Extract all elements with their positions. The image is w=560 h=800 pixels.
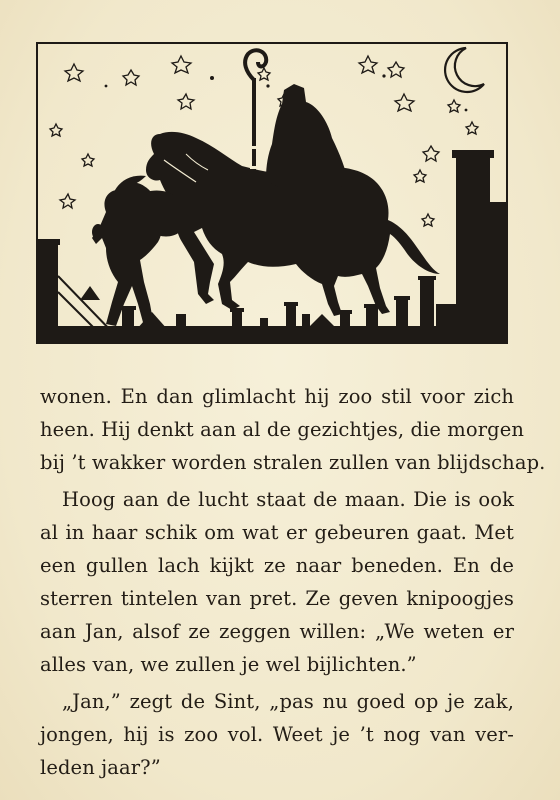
star-icon xyxy=(178,94,194,109)
paragraph-1 xyxy=(40,380,546,479)
star-icon xyxy=(422,214,434,226)
star-icon xyxy=(60,194,75,208)
story-text xyxy=(40,380,546,784)
star-icon xyxy=(172,56,191,73)
star-icon xyxy=(466,122,478,134)
star-icon xyxy=(258,68,270,80)
star-icon xyxy=(388,62,404,77)
star-icon xyxy=(82,154,94,166)
star-icon xyxy=(359,56,377,73)
text-line: „Jan,” zegt de Sint, „pas nu goed op je zak, xyxy=(62,690,514,713)
star-icon xyxy=(423,146,439,161)
text-line: heen. Hij denkt aan al de gezichtjes, die morgen xyxy=(40,418,525,441)
text-line: een gullen lach kijkt ze naar beneden. En de xyxy=(40,554,514,577)
text-line: jongen, hij is zoo vol. Weet je ’t nog van ver- xyxy=(40,723,514,746)
star-icon xyxy=(123,70,139,85)
text-line: aan Jan, alsof ze zeggen willen: „We weten er xyxy=(40,620,514,643)
sinterklaas-silhouette xyxy=(266,84,348,193)
star-icon xyxy=(395,94,414,111)
tower-silhouette xyxy=(452,150,508,342)
text-line: al in haar schik om wat er gebeuren gaat. Met xyxy=(40,521,514,544)
silhouette-illustration xyxy=(36,42,508,344)
text-line: leden jaar?” xyxy=(40,756,161,779)
star-icon xyxy=(448,100,460,112)
rooftops-silhouette xyxy=(36,276,508,344)
text-line: alles van, we zullen je wel bijlichten.” xyxy=(40,653,417,676)
text-line: wonen. En dan glimlacht hij zoo stil voor zich xyxy=(40,385,514,408)
text-line: sterren tintelen van pret. Ze geven knipoogjes xyxy=(40,587,514,610)
star-icon xyxy=(414,170,426,182)
star-icon xyxy=(50,124,62,136)
paragraph-2 xyxy=(40,483,514,681)
text-line: Hoog aan de lucht staat de maan. Die is ook xyxy=(62,488,514,511)
crescent-moon-icon xyxy=(445,48,484,92)
paragraph-3 xyxy=(40,685,514,784)
text-line: bij ’t wakker worden stralen zullen van blijdschap. xyxy=(40,451,546,474)
jan-silhouette xyxy=(92,176,186,326)
star-icon xyxy=(65,64,83,81)
